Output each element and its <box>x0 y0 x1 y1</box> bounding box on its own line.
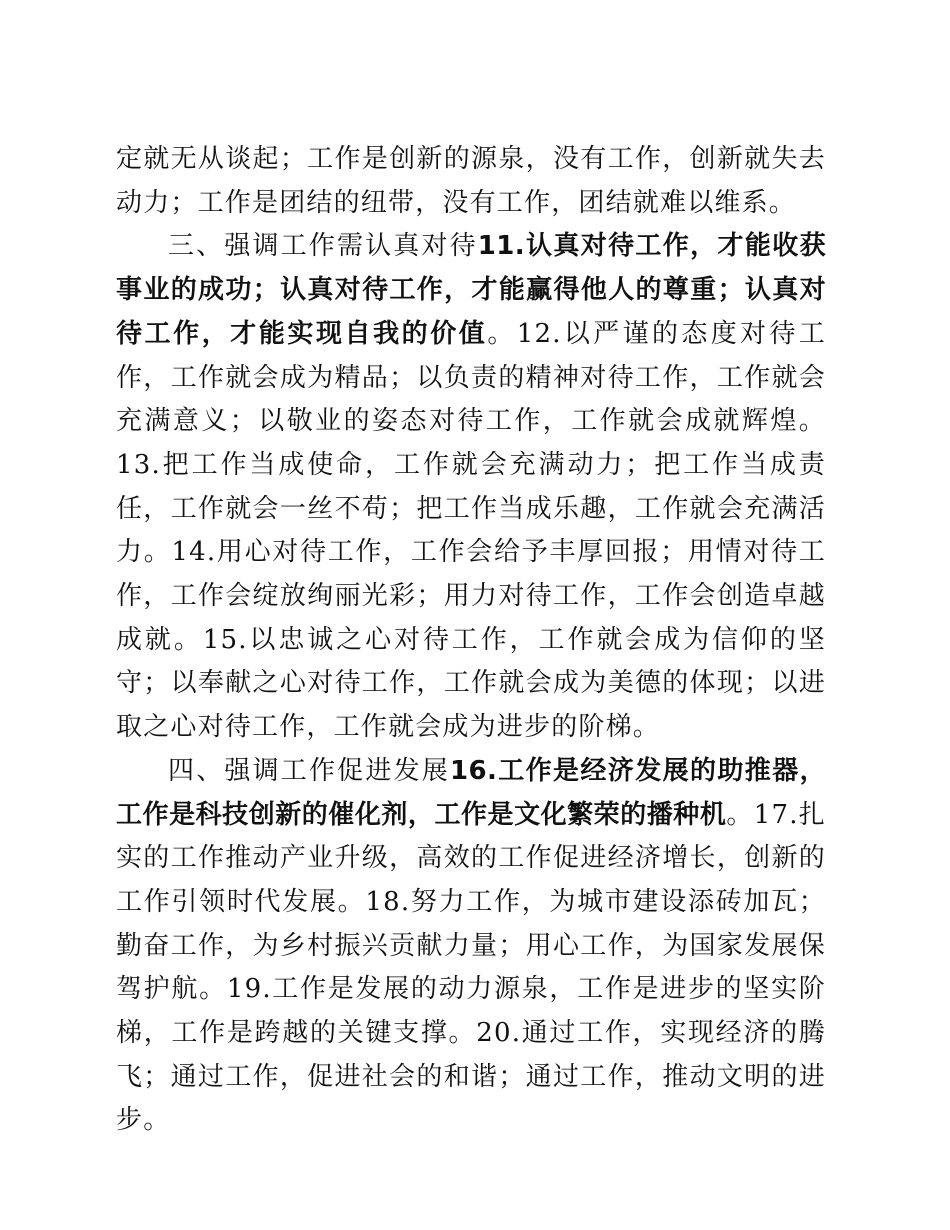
paragraph-intro-end <box>116 138 826 225</box>
section-4-lead-bold: 16.工作是经济发展的助推器，工作是科技创新的催化剂，工作是文化繁荣的播种机 <box>116 755 826 830</box>
section-3-heading: 三、强调工作需认真对待 <box>168 231 478 262</box>
paragraph-text: 定就无从谈起；工作是创新的源泉，没有工作，创新就失去动力；工作是团结的纽带，没有工作，团结就难以维系。 <box>116 144 826 218</box>
document-body <box>116 138 826 1143</box>
section-3-body: 。12.以严谨的态度对待工作，工作就会成为精品；以负责的精神对待工作，工作就会充满意义；以敬业的姿态对待工作，工作就会成就辉煌。13.把工作当成使命，工作就会充满动力；把工作当成责任，工作就会一丝不苟；把工作当成乐趣，工作就会充满活力。14.用心对待工作，工作会给予丰厚回报；用情对待工作，工作会绽放绚丽光彩；用力对待工作，工作会创造卓越成就。15.以忠诚之心对待工作，工作就会成为信仰的坚守；以奉献之心对待工作，工作就会成为美德的体现；以进取之心对待工作，工作就会成为进步的阶梯。 <box>116 318 826 743</box>
paragraph-section-4 <box>116 750 826 1143</box>
section-4-body: 。17.扎实的工作推动产业升级，高效的工作促进经济增长，创新的工作引领时代发展。18.努力工作，为城市建设添砖加瓦；勤奋工作，为乡村振兴贡献力量；用心工作，为国家发展保驾护航。19.工作是发展的动力源泉，工作是进步的坚实阶梯，工作是跨越的关键支撑。20.通过工作，实现经济的腾飞；通过工作，促进社会的和谐；通过工作，推动文明的进步。 <box>116 799 826 1136</box>
paragraph-section-3 <box>116 225 826 749</box>
section-3-lead-bold: 11.认真对待工作，才能收获事业的成功；认真对待工作，才能赢得他人的尊重；认真对待工作，才能实现自我的价值 <box>116 231 826 349</box>
section-4-heading: 四、强调工作促进发展 <box>168 755 450 786</box>
